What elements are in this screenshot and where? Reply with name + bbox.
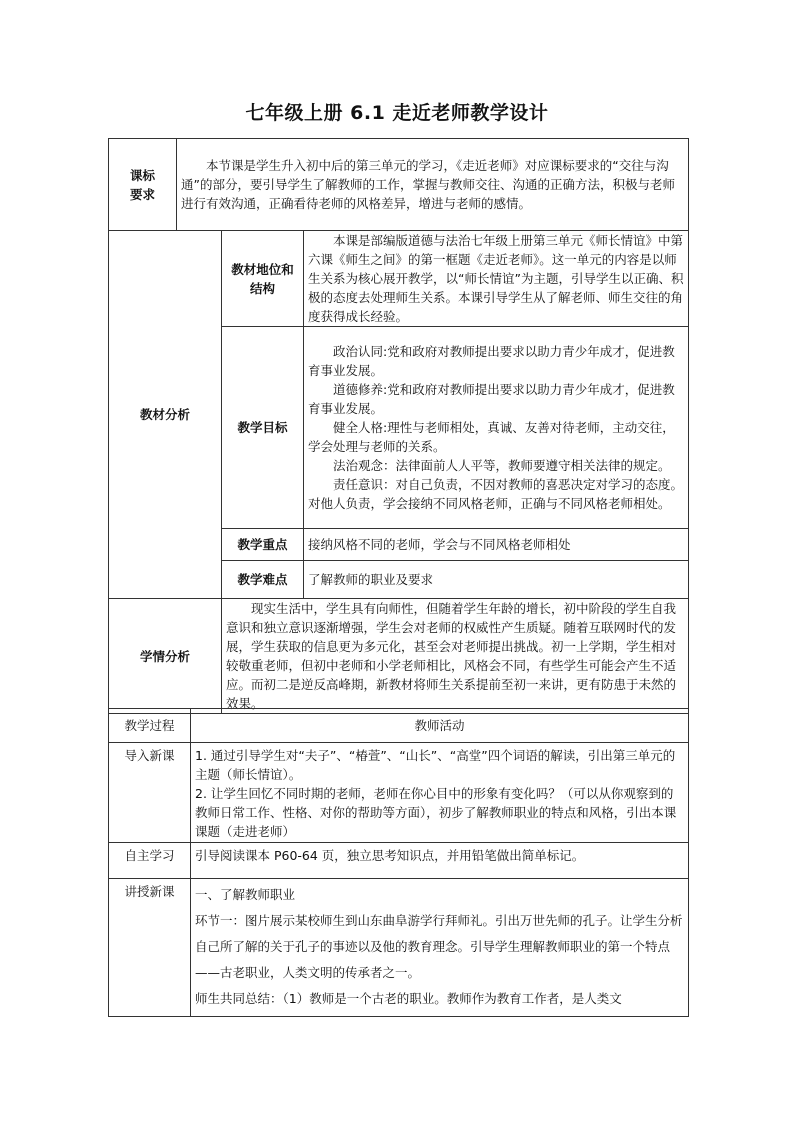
activity-text: 引导阅读课本 P60-64 页，独立思考知识点，并用铅笔做出简单标记。 [191, 843, 689, 879]
mubiao-label: 教学目标 [222, 327, 304, 529]
xueqing-label: 学情分析 [109, 599, 222, 714]
kebiao-label: 课标 要求 [109, 139, 177, 231]
nandian-label: 教学难点 [222, 561, 304, 599]
mubiao-item: 道德修养:党和政府对教师提出要求以助力青少年成才，促进教育事业发展。 [308, 382, 675, 416]
kebiao-text: 本节课是学生升入初中后的第三单元的学习，《走近老师》对应课标要求的“交往与沟通”的部分，要引导学生了解教师的工作，掌握与教师交往、沟通的正确方法，积极与老师进行有效沟通，正确看待老师的风格差异，增进与老师的感情。 [177, 139, 689, 231]
mubiao-item: 健全人格:理性与老师相处，真诚、友善对待老师，主动交往，学会处理与老师的关系。 [308, 420, 675, 454]
process-table [108, 708, 689, 1017]
nandian-text: 了解教师的职业及要求 [304, 561, 689, 599]
zhongdian-label: 教学重点 [222, 529, 304, 561]
process-header-stage: 教学过程 [109, 709, 191, 743]
jiaocai-label: 教材分析 [109, 231, 222, 599]
stage-label: 讲授新课 [109, 879, 191, 1017]
activity-text: 一、了解教师职业 环节一：图片展示某校师生到山东曲阜游学行拜师礼。引出万世先师的孔子。让学生分析自己所了解的关于孔子的事迹以及他的教育理念。引导学生理解教师职业的第一个特点——古老职业，人类文明的传承者之一。 师生共同总结：（1）教师是一个古老的职业。教师作为教育工作者，是人类文 [191, 879, 689, 1017]
design-table [108, 138, 689, 714]
process-header-activity: 教师活动 [191, 709, 689, 743]
xueqing-text: 现实生活中，学生具有向师性，但随着学生年龄的增长，初中阶段的学生自我意识和独立意识逐渐增强，学生会对老师的权威性产生质疑。随着互联网时代的发展，学生获取的信息更为多元化，甚至会对老师提出挑战。初一上学期，学生相对较敬重老师，但初中老师和小学老师相比，风格会不同，有些学生可能会产生不适应。而初二是逆反高峰期，新教材将师生关系提前至初一来讲，更有防患于未然的效果。 [222, 599, 689, 714]
diwei-text: 本课是部编版道德与法治七年级上册第三单元《师长情谊》中第六课《师生之间》的第一框题《走近老师》。这一单元的内容是以师生关系为核心展开教学，以“师长情谊”为主题，引导学生以正确、积极的态度去处理师生关系。本课引导学生从了解老师、师生交往的角度获得成长经验。 [304, 231, 689, 327]
mubiao-item: 政治认同:党和政府对教师提出要求以助力青少年成才，促进教育事业发展。 [308, 344, 675, 378]
mubiao-text [304, 327, 689, 529]
activity-text: 1. 通过引导学生对“夫子”、“椿萱”、“山长”、“高堂”四个词语的解读，引出第三单元的主题（师长情谊）。 2. 让学生回忆不同时期的老师，老师在你心目中的形象有变化吗？（可以从你观察到的教师日常工作、性格、对你的帮助等方面），初步了解教师职业的特点和风格，引出本课课题（走进老师） [191, 743, 689, 843]
stage-label: 导入新课 [109, 743, 191, 843]
stage-label: 自主学习 [109, 843, 191, 879]
mubiao-item: 责任意识：对自己负责，不因对教师的喜恶决定对学习的态度。对他人负责，学会接纳不同风格老师，正确与不同风格老师相处。 [308, 477, 684, 511]
diwei-label: 教材地位和结构 [222, 231, 304, 327]
zhongdian-text: 接纳风格不同的老师，学会与不同风格老师相处 [304, 529, 689, 561]
mubiao-item: 法治观念：法律面前人人平等，教师要遵守相关法律的规定。 [333, 458, 671, 473]
page-title: 七年级上册 6.1 走近老师教学设计 [245, 102, 549, 124]
